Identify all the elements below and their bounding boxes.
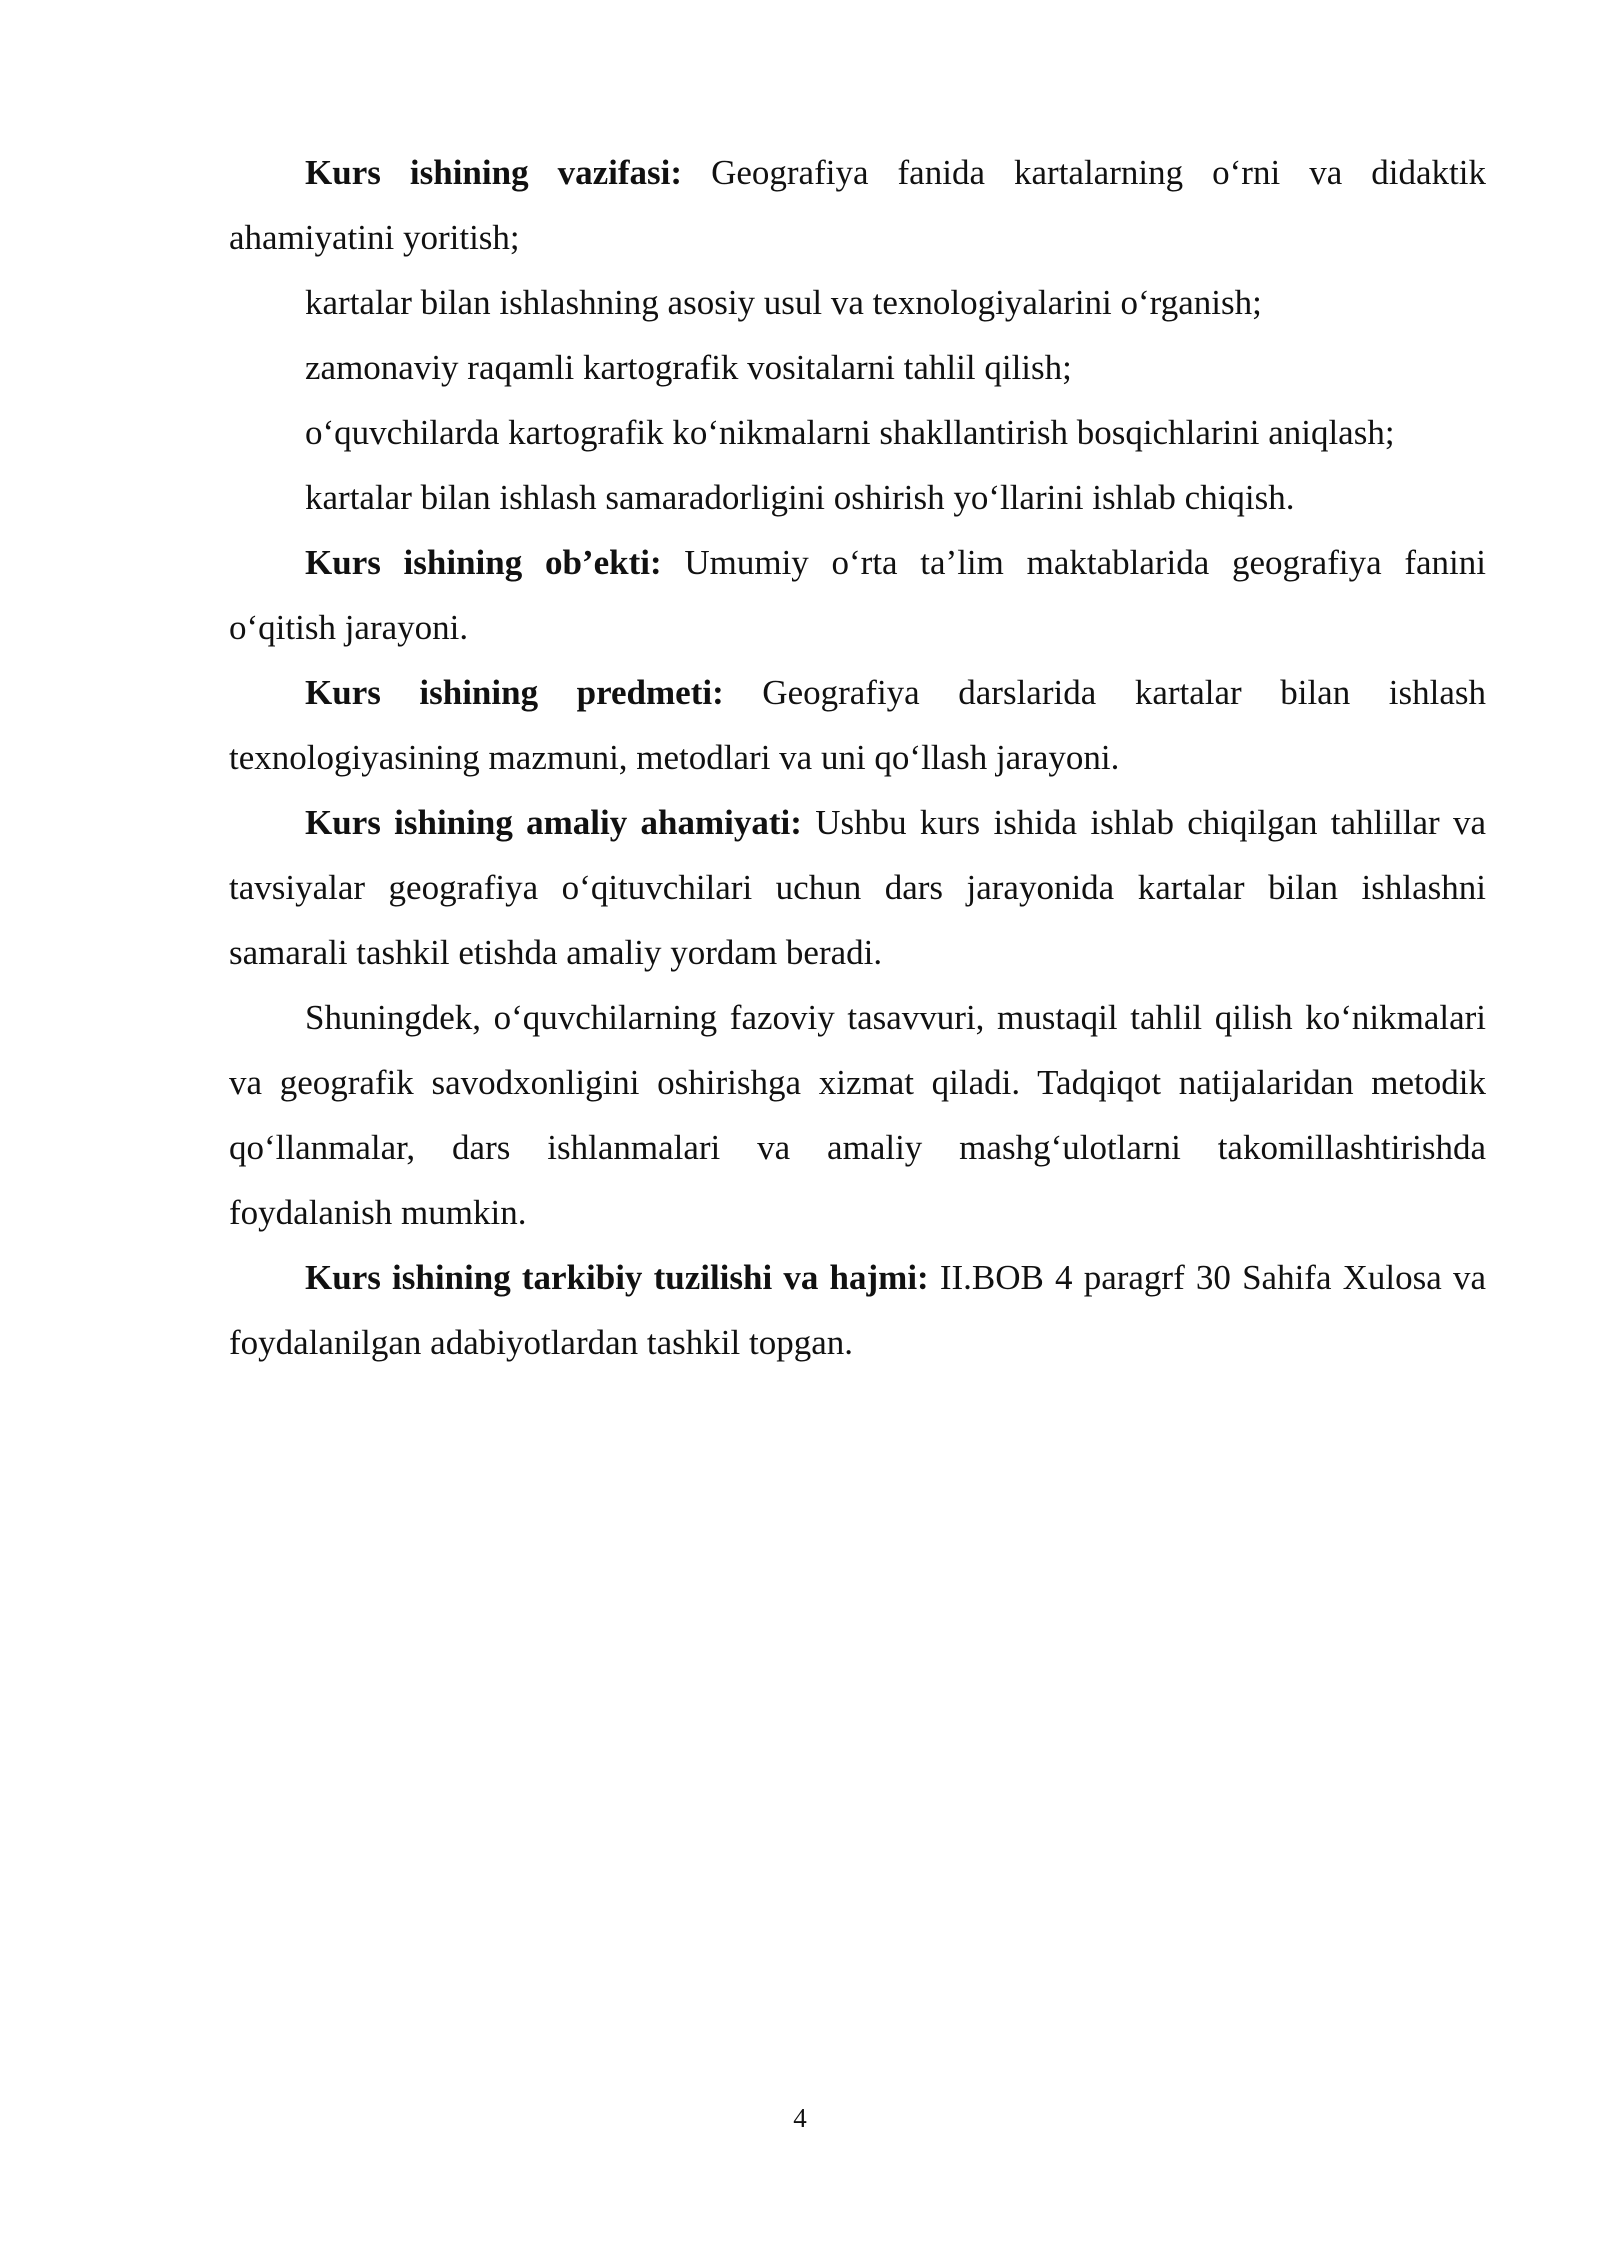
- paragraph-text: Geografiya fanida kartalarning o‘rni va didaktik ahamiyatini yoritish;: [229, 153, 1486, 257]
- paragraph-text: o‘quvchilarda kartografik ko‘nikmalarni shakllantirish bosqichlarini aniqlash;: [305, 413, 1395, 452]
- paragraph-text: Umumiy o‘rta ta’lim maktablarida geografiya fanini o‘qitish jarayoni.: [229, 543, 1486, 647]
- paragraph-vazifasi: [229, 140, 1486, 270]
- paragraph-text: zamonaviy raqamli kartografik vositalarni tahlil qilish;: [305, 348, 1072, 387]
- list-item-konikmalar: [229, 400, 1486, 465]
- page-number: 4: [793, 2103, 807, 2133]
- list-item-raqamli: [229, 335, 1486, 400]
- paragraph-text: Shuningdek, o‘quvchilarning fazoviy tasavvuri, mustaqil tahlil qilish ko‘nikmalari va geografik savodxonligini oshirishga xizmat qiladi. Tadqiqot natijalaridan metodik qo‘llanmalar, dars ishlanmalari va amaliy mashg‘ulotlarni takomillashtirishda foydalanish mumkin.: [229, 998, 1486, 1232]
- list-item-samaradorlik: [229, 465, 1486, 530]
- paragraph-predmeti: [229, 660, 1486, 790]
- paragraph-heading: Kurs ishining amaliy ahamiyati:: [305, 803, 802, 842]
- paragraph-text: Ushbu kurs ishida ishlab chiqilgan tahlillar va tavsiyalar geografiya o‘qituvchilari uchun dars jarayonida kartalar bilan ishlashni samarali tashkil etishda amaliy yordam beradi.: [229, 803, 1486, 972]
- paragraph-tuzilishi: [229, 1245, 1486, 1375]
- paragraph-heading: Kurs ishining predmeti:: [305, 673, 724, 712]
- paragraph-heading: Kurs ishining vazifasi:: [305, 153, 683, 192]
- paragraph-shuningdek: [229, 985, 1486, 1245]
- paragraph-text: kartalar bilan ishlashning asosiy usul va texnologiyalarini o‘rganish;: [305, 283, 1262, 322]
- paragraph-text: II.BOB 4 paragrf 30 Sahifa Xulosa va foydalanilgan adabiyotlardan tashkil topgan.: [229, 1258, 1486, 1362]
- body-text: [229, 140, 1486, 1375]
- paragraph-heading: Kurs ishining tarkibiy tuzilishi va hajmi:: [305, 1258, 929, 1297]
- paragraph-obekti: [229, 530, 1486, 660]
- paragraph-heading: Kurs ishining ob’ekti:: [305, 543, 662, 582]
- list-item-usul: [229, 270, 1486, 335]
- paragraph-amaliy-ahamiyati: [229, 790, 1486, 985]
- paragraph-text: kartalar bilan ishlash samaradorligini oshirish yo‘llarini ishlab chiqish.: [305, 478, 1295, 517]
- paragraph-text: Geografiya darslarida kartalar bilan ishlash texnologiyasining mazmuni, metodlari va uni qo‘llash jarayoni.: [229, 673, 1486, 777]
